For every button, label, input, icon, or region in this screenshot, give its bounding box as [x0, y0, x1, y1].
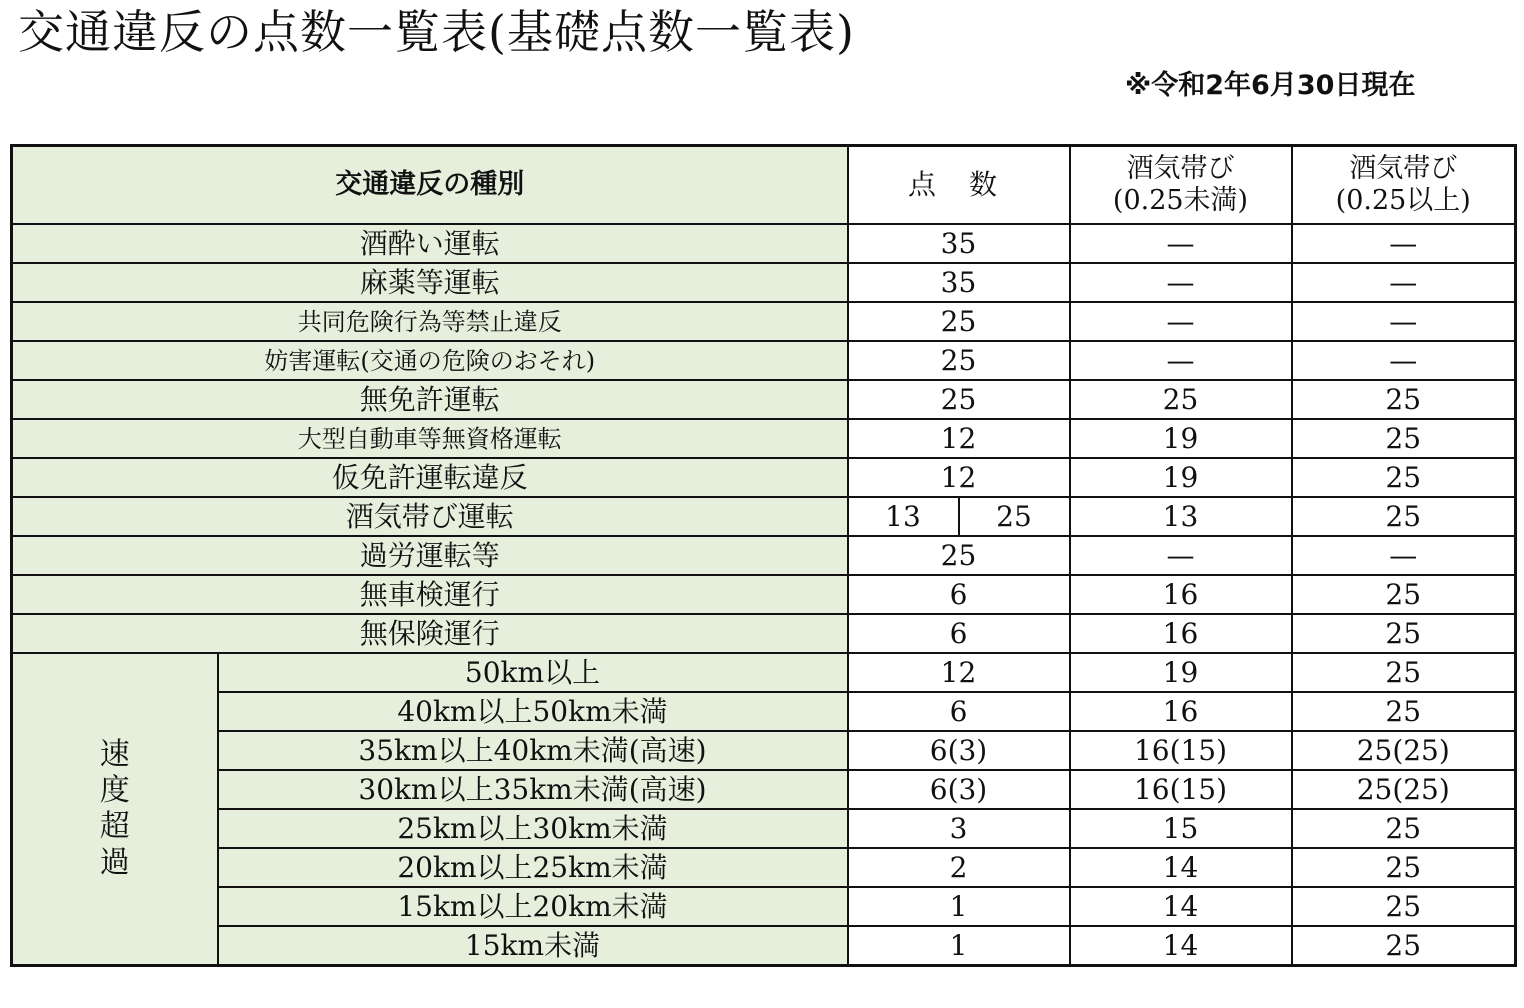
violation-points-table: [10, 144, 1517, 967]
page-title: 交通違反の点数一覧表(基礎点数一覧表): [18, 5, 855, 59]
violation-type: 麻薬等運転: [12, 263, 848, 302]
violation-type: 仮免許運転違反: [12, 458, 848, 497]
table-row: [12, 419, 1516, 458]
alcohol-high-cell: 25: [1292, 614, 1516, 653]
alcohol-high-cell: —: [1292, 536, 1516, 575]
alcohol-low-cell: 16: [1070, 692, 1292, 731]
points-cell: 1: [848, 926, 1070, 966]
header-alcohol-high-line1: 酒気帯び: [1349, 153, 1458, 184]
table-row: [12, 575, 1516, 614]
alcohol-low-cell: —: [1070, 263, 1292, 302]
points-cell: 6: [848, 575, 1070, 614]
alcohol-high-cell: —: [1292, 224, 1516, 263]
speeding-type: 30km以上35km未満(高速): [218, 770, 848, 809]
speeding-type: 50km以上: [218, 653, 848, 692]
table-row: [12, 302, 1516, 341]
alcohol-low-cell: 15: [1070, 809, 1292, 848]
speeding-label-char: 速: [99, 737, 130, 772]
table-row: [12, 926, 1516, 966]
violation-type: 無車検運行: [12, 575, 848, 614]
points-cell: 12: [848, 458, 1070, 497]
alcohol-low-cell: 14: [1070, 887, 1292, 926]
violation-type: 共同危険行為等禁止違反: [12, 302, 848, 341]
alcohol-high-cell: 25: [1292, 458, 1516, 497]
table-header-row: [12, 146, 1516, 225]
alcohol-low-cell: 14: [1070, 926, 1292, 966]
alcohol-low-cell: 14: [1070, 848, 1292, 887]
alcohol-high-cell: 25: [1292, 380, 1516, 419]
violation-type: 酒酔い運転: [12, 224, 848, 263]
points-cell: 2: [848, 848, 1070, 887]
points-cell: 6(3): [848, 731, 1070, 770]
header-alcohol-low-line1: 酒気帯び: [1126, 153, 1235, 184]
speeding-type: 25km以上30km未満: [218, 809, 848, 848]
points-cell: 12: [848, 653, 1070, 692]
speeding-group-label: [12, 653, 218, 966]
alcohol-low-cell: 25: [1070, 380, 1292, 419]
alcohol-high-cell: 25: [1292, 653, 1516, 692]
points-cell: 6(3): [848, 770, 1070, 809]
alcohol-high-cell: 25(25): [1292, 731, 1516, 770]
points-cell: 35: [848, 224, 1070, 263]
header-alcohol-low-line2: (0.25未満): [1112, 185, 1249, 216]
alcohol-high-cell: 25: [1292, 809, 1516, 848]
table-row: [12, 653, 1516, 692]
alcohol-low-cell: —: [1070, 302, 1292, 341]
points-cell-split: [848, 497, 1070, 536]
points-cell: 6: [848, 614, 1070, 653]
alcohol-high-cell: 25: [1292, 575, 1516, 614]
table-row: [12, 536, 1516, 575]
speeding-type: 40km以上50km未満: [218, 692, 848, 731]
header-alcohol-low: [1070, 146, 1292, 225]
table-row: [12, 809, 1516, 848]
violation-type: 大型自動車等無資格運転: [12, 419, 848, 458]
points-cell: 1: [848, 887, 1070, 926]
header-alcohol-high: [1292, 146, 1516, 225]
speeding-type: 15km未満: [218, 926, 848, 966]
violation-type: 妨害運転(交通の危険のおそれ): [12, 341, 848, 380]
alcohol-high-cell: 25: [1292, 887, 1516, 926]
alcohol-low-cell: 19: [1070, 419, 1292, 458]
alcohol-high-cell: 25: [1292, 419, 1516, 458]
violation-type: 無保険運行: [12, 614, 848, 653]
alcohol-high-cell: 25: [1292, 848, 1516, 887]
alcohol-low-cell: 16: [1070, 614, 1292, 653]
points-cell: 25: [848, 341, 1070, 380]
table-row: [12, 731, 1516, 770]
points-cell-a: 13: [849, 498, 960, 535]
table-row: [12, 263, 1516, 302]
points-cell: 25: [848, 536, 1070, 575]
speeding-label-char: 度: [99, 773, 130, 808]
speeding-label-char: 超: [99, 809, 130, 844]
alcohol-low-cell: 16(15): [1070, 731, 1292, 770]
alcohol-low-cell: 19: [1070, 458, 1292, 497]
points-cell: 12: [848, 419, 1070, 458]
alcohol-low-cell: —: [1070, 224, 1292, 263]
table-row: [12, 848, 1516, 887]
alcohol-low-cell: 13: [1070, 497, 1292, 536]
alcohol-high-cell: 25(25): [1292, 770, 1516, 809]
speeding-type: 20km以上25km未満: [218, 848, 848, 887]
table-row: [12, 692, 1516, 731]
alcohol-high-cell: —: [1292, 341, 1516, 380]
table-row: [12, 497, 1516, 536]
points-cell: 35: [848, 263, 1070, 302]
table-row: [12, 770, 1516, 809]
violation-type: 無免許運転: [12, 380, 848, 419]
violation-type: 酒気帯び運転: [12, 497, 848, 536]
header-violation-type: 交通違反の種別: [12, 146, 848, 225]
alcohol-high-cell: —: [1292, 263, 1516, 302]
points-cell: 3: [848, 809, 1070, 848]
points-cell-b: 25: [996, 499, 1032, 533]
violation-type: 過労運転等: [12, 536, 848, 575]
alcohol-low-cell: 16: [1070, 575, 1292, 614]
table-row: [12, 224, 1516, 263]
table-row: [12, 887, 1516, 926]
speeding-label-char: 過: [99, 845, 130, 880]
as-of-date: ※令和2年6月30日現在: [1125, 70, 1416, 101]
alcohol-high-cell: 25: [1292, 497, 1516, 536]
points-cell: 25: [848, 380, 1070, 419]
points-cell: 25: [848, 302, 1070, 341]
table-row: [12, 458, 1516, 497]
table-row: [12, 341, 1516, 380]
alcohol-low-cell: 19: [1070, 653, 1292, 692]
alcohol-low-cell: —: [1070, 536, 1292, 575]
points-cell: 6: [848, 692, 1070, 731]
alcohol-low-cell: 16(15): [1070, 770, 1292, 809]
alcohol-low-cell: —: [1070, 341, 1292, 380]
alcohol-high-cell: —: [1292, 302, 1516, 341]
header-alcohol-high-line2: (0.25以上): [1335, 185, 1471, 216]
speeding-type: 15km以上20km未満: [218, 887, 848, 926]
header-points: 点 数: [848, 146, 1070, 225]
alcohol-high-cell: 25: [1292, 926, 1516, 966]
table-row: [12, 614, 1516, 653]
table-row: [12, 380, 1516, 419]
speeding-type: 35km以上40km未満(高速): [218, 731, 848, 770]
alcohol-high-cell: 25: [1292, 692, 1516, 731]
